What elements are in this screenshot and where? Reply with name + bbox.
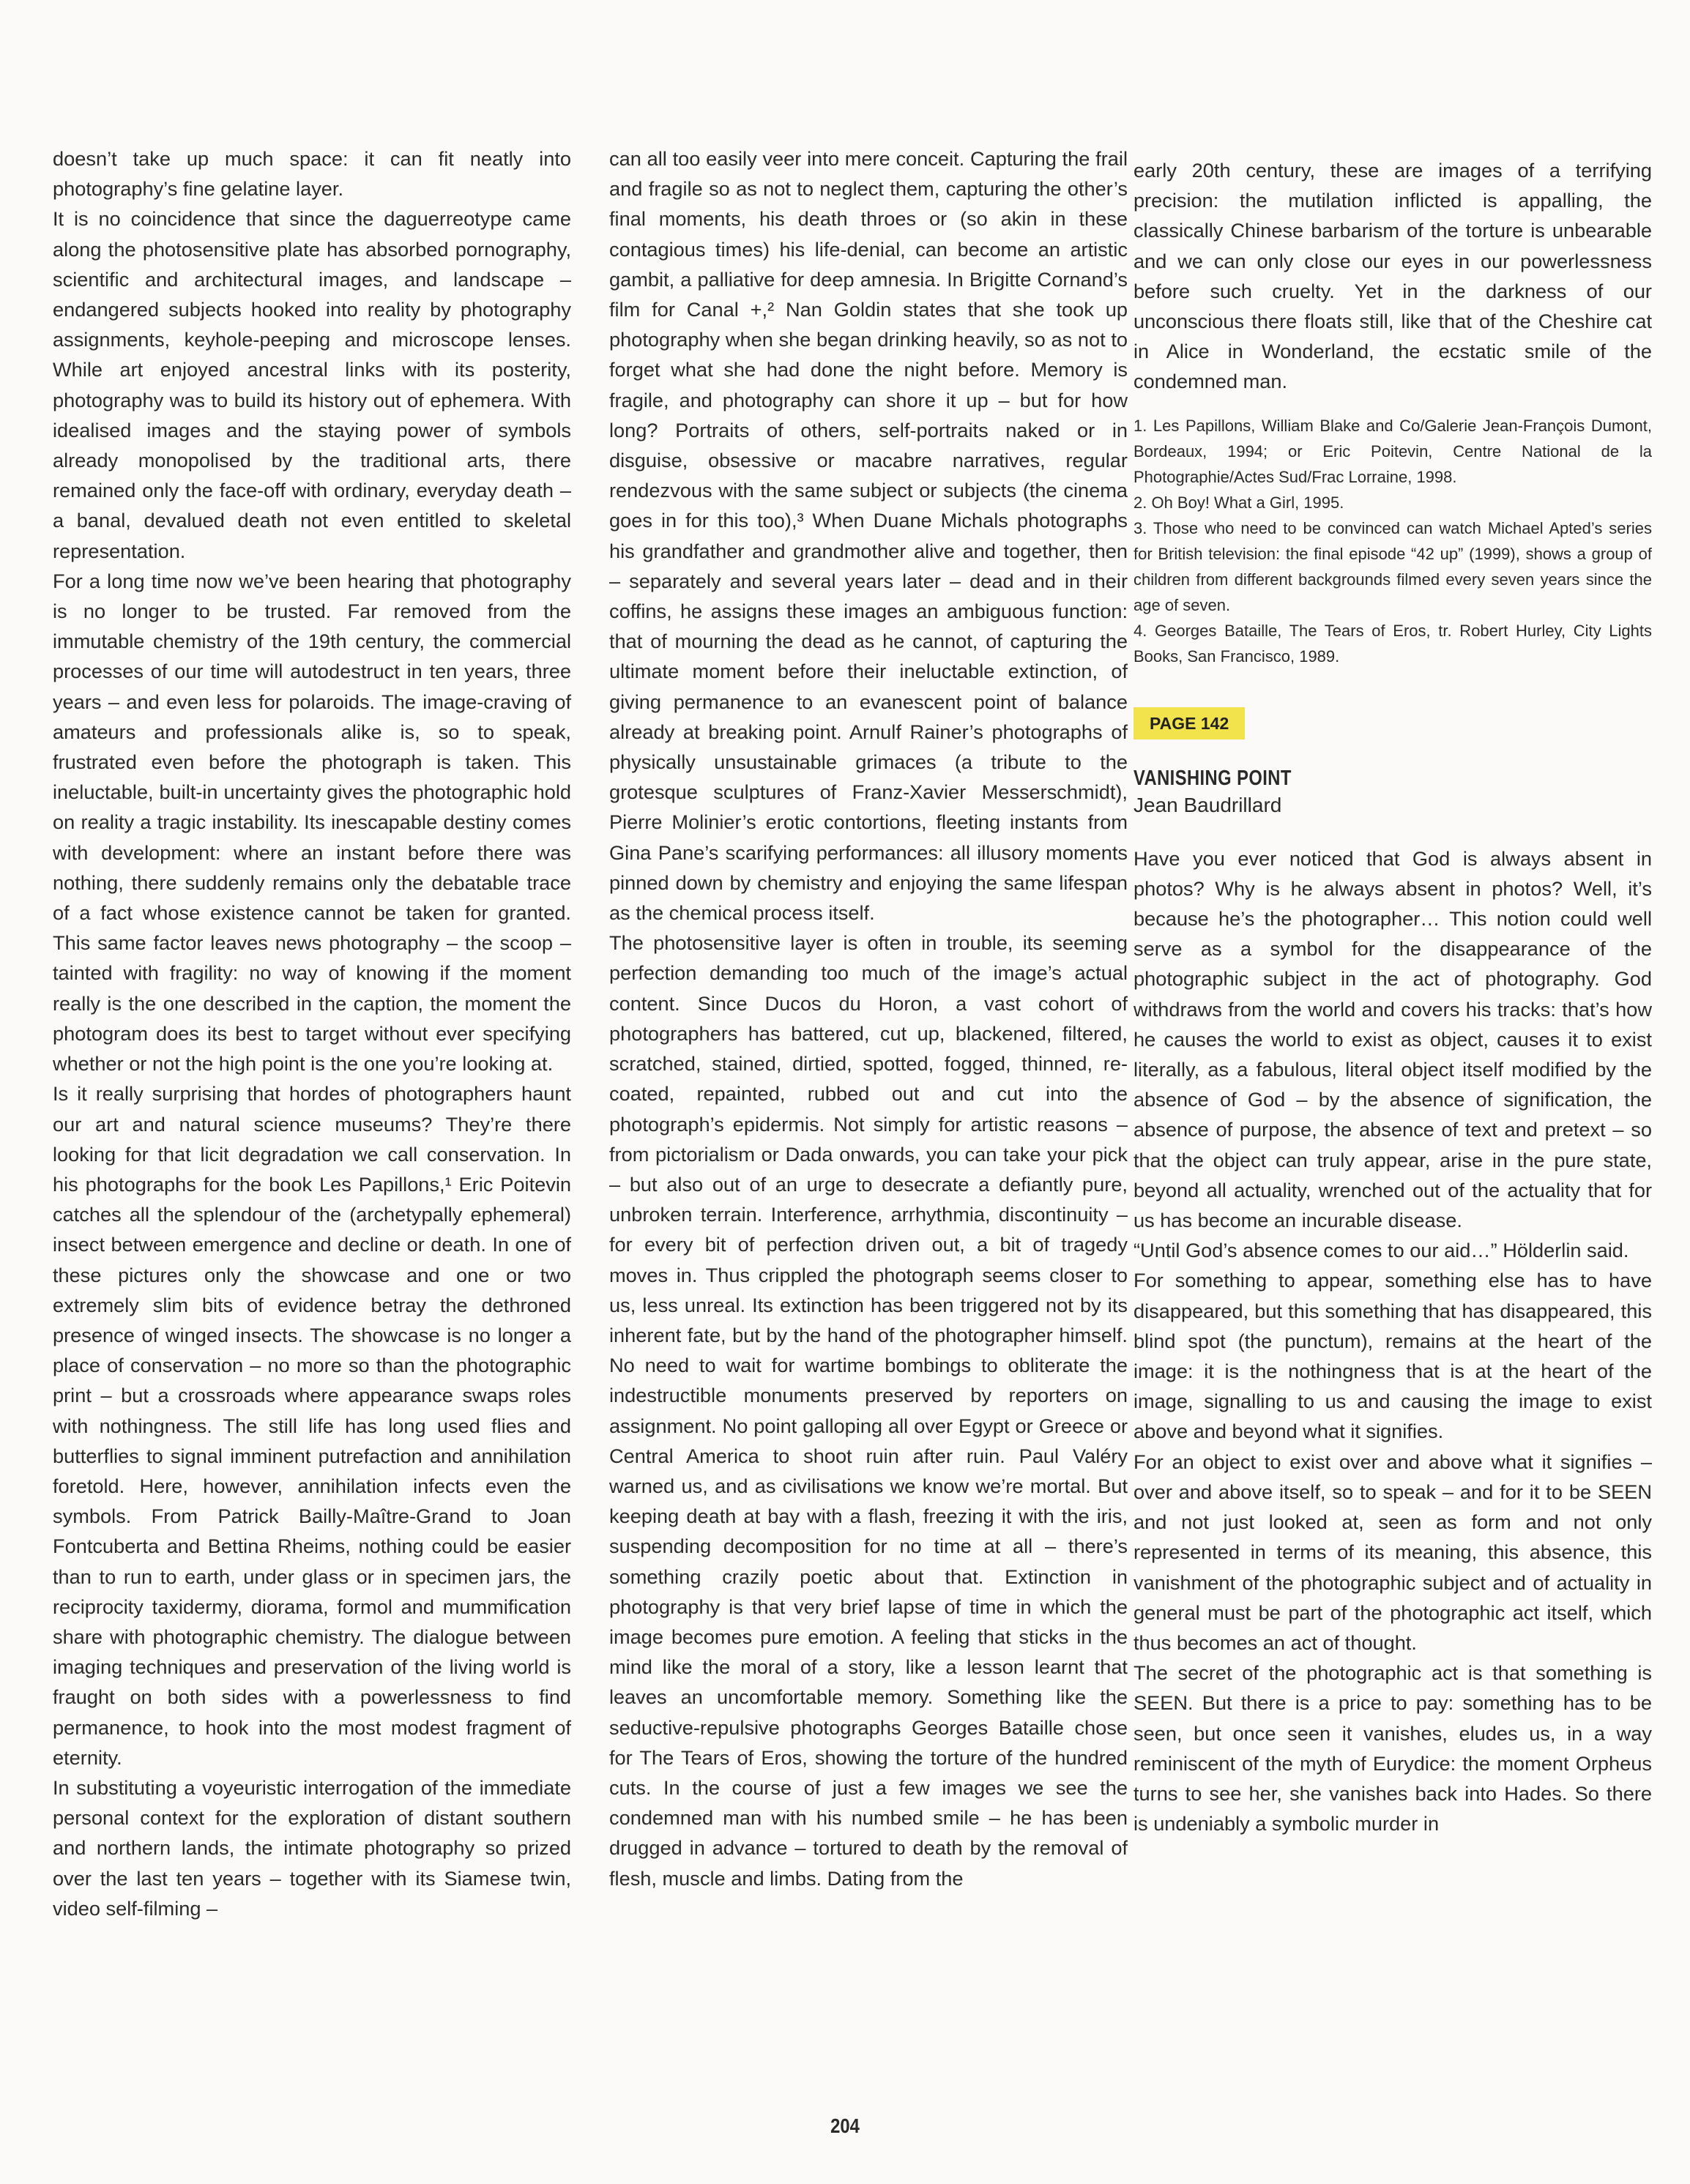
paragraph: The secret of the photographic act is that something is SEEN. But there is a price to pay: something has to be seen, but once seen it vanishes, eludes us, in a way reminiscent of the myth of Eurydice: the moment Orpheus turns to see her, she vanishes back into Hades. So there is undeniably a symbolic murder in — [1134, 1661, 1652, 1835]
paragraph: The photosensitive layer is often in trouble, its seeming perfection demanding too much of the image’s actual content. Since Ducos du Horon, a vast cohort of photographers has battered, cut up, blackened, filtered, scratched, stained, dirtied, spotted, fogged, thinned, re-coated, repainted, rubbed out and cut into the photograph’s epidermis. Not simply for artistic reasons – from pictorialism or Dada onwards, you can take your pick – but also out of an urge to desecrate a defiantly pure, unbroken terrain. Interference, arrhythmia, discontinuity – for every bit of perfection driven out, a bit of tragedy moves in. Thus crippled the photograph seems closer to us, less unreal. Its extinction has been triggered not by its inherent fate, but by the hand of the photographer himself. No need to wait for wartime bombings to obliterate the indestructible monuments preserved by reporters on assignment. No point galloping all over Egypt or Greece or Central America to shoot ruin after ruin. Paul Valéry warned us, and as civilisations we know we’re mortal. But keeping death at bay with a flash, freezing it with the iris, suspending decomposition for no time at all – there’s something crazily poetic about that. Extinction in photography is that very brief lapse of time in which the image becomes pure emotion. A feeling that sticks in the mind like the moral of a story, like a lesson learnt that leaves an uncomfortable memory. Something like the seductive-repulsive photographs Georges Bataille chose for The Tears of Eros, showing the torture of the hundred cuts. In the course of just a few images we see the condemned man with his numbed smile – he has been drugged in advance – tortured to death by the removal of flesh, muscle and limbs. Dating from the — [609, 931, 1128, 1890]
text-column-middle — [609, 144, 1128, 1893]
paragraph: In substituting a voyeuristic interrogation of the immediate personal context for the exploration of distant southern and northern lands, the intimate photography so prized over the last ten years – together with its Siamese twin, video self-filming – — [53, 1775, 571, 1920]
footnote: 2. Oh Boy! What a Girl, 1995. — [1134, 493, 1344, 512]
text-column-left — [53, 144, 571, 1923]
text-column-right — [1134, 155, 1652, 1838]
paragraph: doesn’t take up much space: it can fit neatly into photography’s fine gelatine layer. — [53, 147, 571, 201]
footnote: 1. Les Papillons, William Blake and Co/Galerie Jean-François Dumont, Bordeaux, 1994; or Eric Poitevin, Centre National de la Photographie/Actes Sud/Frac Lorraine, 1998. — [1134, 416, 1652, 486]
section-title: VANISHING POINT — [1134, 766, 1292, 790]
paragraph: Have you ever noticed that God is always absent in photos? Why is he always absent in photos? Well, it’s because he’s the photographer… This notion could well serve as a symbol for the disappearance of the photographic subject in the act of photography. God withdraws from the world and covers his tracks: that’s how he causes the world to exist as object, causes it to exist literally, as a fabulous, literal object itself modified by the absence of God – by the absence of signification, the absence of purpose, the absence of text and pretext – so that the object can truly appear, arise in the pure state, beyond all actuality, wrenched out of the actuality that for us has become an incurable disease. — [1134, 846, 1652, 1232]
paragraph: It is no coincidence that since the daguerreotype came along the photosensitive plate has absorbed pornography, scientific and architectural images, and landscape – endangered subjects hooked into reality by photography assignments, keyhole-peeping and microscope lenses. While art enjoyed ancestral links with its posterity, photography was to build its history out of ephemera. With idealised images and the staying power of symbols already monopolised by the traditional arts, there remained only the face-off with ordinary, everyday death – a banal, devalued death not even entitled to skeletal representation. — [53, 207, 571, 562]
paragraph: Is it really surprising that hordes of photographers haunt our art and natural science museums? They’re there looking for that licit degradation we call conservation. In his photographs for the book Les Papillons,¹ Eric Poitevin catches all the splendour of the (archetypally ephemeral) insect between emergence and decline or death. In one of these pictures only the showcase and one or two extremely slim bits of evidence betray the dethroned presence of winged insects. The showcase is no longer a place of conservation – no more so than the photographic print – but a crossroads where appearance swaps roles with nothingness. The still life has long used flies and butterflies to signal imminent putrefaction and annihilation foretold. Here, however, annihilation infects even the symbols. From Patrick Bailly-Maître-Grand to Joan Fontcuberta and Bettina Rheims, nothing could be easier than to run to earth, under glass or in specimen jars, the reciprocity taxidermy, diorama, formol and mummification share with photographic chemistry. The dialogue between imaging techniques and preservation of the living world is fraught on both sides with a powerlessness to find permanence, to hook into the most modest fragment of eternity. — [53, 1082, 571, 1769]
paragraph: For a long time now we’ve been hearing that photography is no longer to be trusted. Far removed from the immutable chemistry of the 19th century, the commercial processes of our time will autodestruct in ten years, three years – and even less for polaroids. The image-craving of amateurs and professionals alike is, so to speak, frustrated even before the photograph is taken. This ineluctable, built-in uncertainty gives the photographic hold on reality a tragic instability. Its inescapable destiny comes with development: where an instant before there was nothing, there suddenly remains only the debatable trace of a fact whose existence cannot be taken for granted. This same factor leaves news photography – the scoop – tainted with fragility: no way of knowing if the moment really is the one described in the caption, the moment the photogram does its best to target without ever specifying whether or not the high point is the one you’re looking at. — [53, 569, 571, 1076]
page-number: 204 — [830, 2114, 860, 2137]
footnote: 4. Georges Bataille, The Tears of Eros, tr. Robert Hurley, City Lights Books, San Francisco, 1989. — [1134, 621, 1652, 666]
paragraph: can all too easily veer into mere conceit. Capturing the frail and fragile so as not to neglect them, capturing the other’s final moments, his death throes or (so akin in these contagious times) his life-denial, can become an artistic gambit, a palliative for deep amnesia. In Brigitte Cornand’s film for Canal +,² Nan Goldin states that she took up photography when she began drinking heavily, so as not to forget what she had done the night before. Memory is fragile, and photography can shore it up – but for how long? Portraits of others, self-portraits naked or in disguise, obsessive or macabre narratives, regular rendezvous with the same subject or subjects (the cinema goes in for this too),³ When Duane Michals photographs his grandfather and grandmother alive and together, then – separately and several years later – dead and in their coffins, he assigns these images an ambiguous function: that of mourning the dead as he cannot, of capturing the ultimate moment before their ineluctable extinction, of giving permanence to an evanescent point of balance already at breaking point. Arnulf Rainer’s photographs of physically unsustainable grimaces (a tribute to the grotesque sculptures of Franz-Xavier Messerschmidt), Pierre Molinier’s erotic contortions, fleeting instants from Gina Pane’s scarifying performances: all illusory moments pinned down by chemistry and enjoying the same lifespan as the chemical process itself. — [609, 147, 1128, 925]
paragraph: For an object to exist over and above what it signifies – over and above itself, so to speak – and for it to be SEEN and not just looked at, seen as form and not only represented in terms of its meaning, this absence, this vanishment of the photographic subject and of actuality in general must be part of the photographic act itself, which thus becomes an act of thought. — [1134, 1450, 1652, 1654]
paragraph: For something to appear, something else has to have disappeared, but this something that has disappeared, this blind spot (the punctum), remains at the heart of the image: it is the nothingness that is at the heart of the image, signalling to us and causing the image to exist above and beyond what it signifies. — [1134, 1269, 1652, 1443]
paragraph: “Until God’s absence comes to our aid…” Hölderlin said. — [1134, 1239, 1629, 1262]
page-reference-badge: PAGE 142 — [1134, 707, 1245, 739]
footnote: 3. Those who need to be convinced can watch Michael Apted’s series for British television: the final episode “42 up” (1999), shows a group of children from different backgrounds filmed every seven years since the age of seven. — [1134, 518, 1652, 614]
author-name: Jean Baudrillard — [1134, 793, 1282, 816]
paragraph: early 20th century, these are images of a terrifying precision: the mutilation inflicted is appalling, the classically Chinese barbarism of the torture is unbearable and we can only close our eyes in our powerlessness before such cruelty. Yet in the darkness of our unconscious there floats still, like that of the Cheshire cat in Alice in Wonderland, the ecstatic smile of the condemned man. — [1134, 159, 1652, 393]
footnotes — [1134, 413, 1652, 669]
